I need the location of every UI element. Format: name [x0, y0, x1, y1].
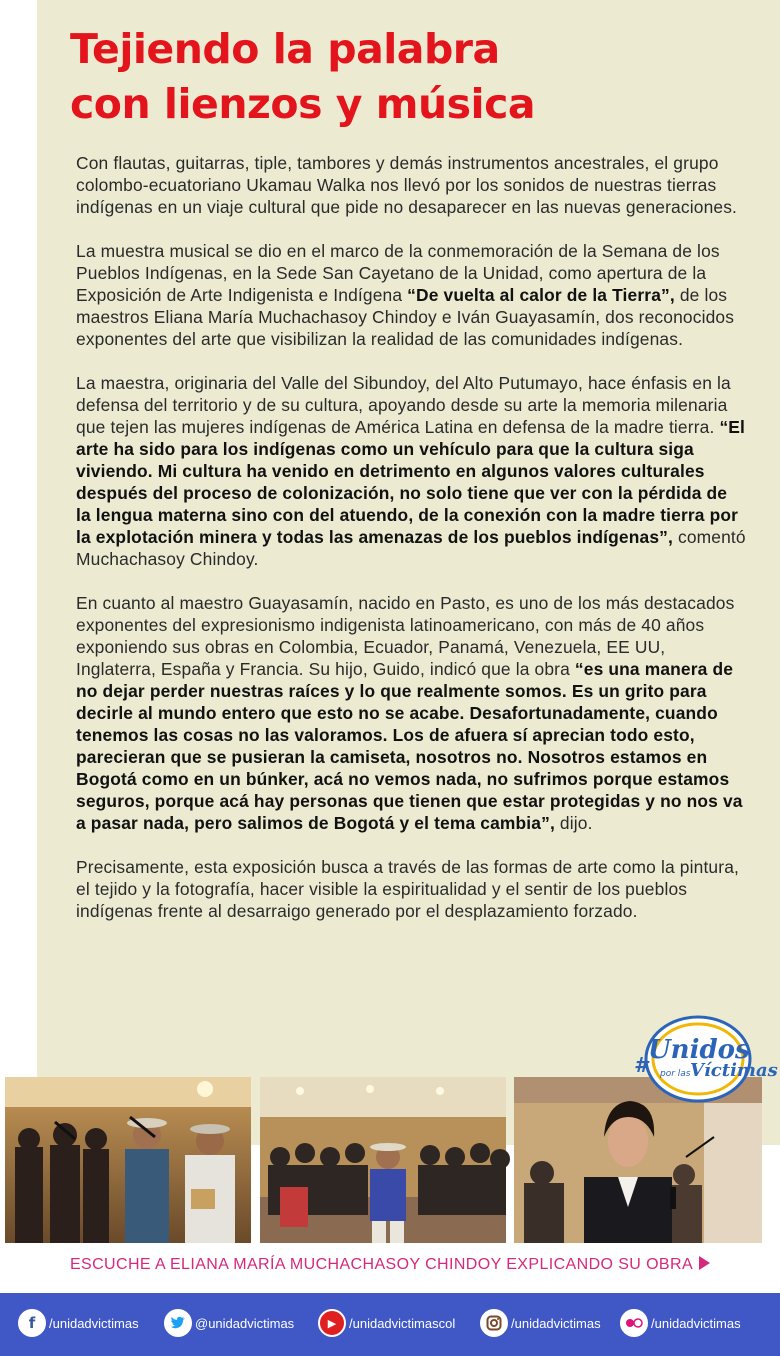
unidos-por-las-victimas-logo [632, 1014, 778, 1104]
paragraph-guayasamin: En cuanto al maestro Guayasamín, nacido en Pasto, es uno de los más destacados exponentes del expresionismo indigenista latinoamericano, con más de 40 años exponiendo sus obras en Colombia, Ecuador, Panamá, Venezuela, EE UU, Inglaterra, España y Francia. Su hijo, Guido, indicó que la obra “es una manera de no dejar perder nuestras raíces y lo que realmente somos. Es un grito para decirle al mundo entero que esto no se acabe. Desafortunadamente, cuando tenemos las cosas no las valoramos. Los de afuera sí aprecian todo esto, parecieran que se pusieran la camiseta, nosotros no. Nosotros estamos en Bogotá como en un búnker, acá no vemos nada, no sufrimos porque estamos seguros, porque acá hay personas que tienen que estar protegidas y no nos va a pasar nada, pero salimos de Bogotá y el tema cambia”, dijo. [76, 593, 743, 833]
article-body [76, 152, 746, 944]
paragraph-exhibition: La muestra musical se dio en el marco de la conmemoración de la Semana de los Pueblos Indígenas, en la Sede San Cayetano de la Unidad, como apertura de la Exposición de Arte Indigenista e Indígena “De vuelta al calor de la Tierra”, de los maestros Eliana María Muchachasoy Chindoy e Iván Guayasamín, dos reconocidos exponentes del arte que visibilizan la realidad de las comunidades indígenas. [76, 241, 735, 349]
paragraph-eliana: La maestra, originaria del Valle del Sibundoy, del Alto Putumayo, hace énfasis en la defensa del territorio y de su cultura, apoyando desde su arte la memoria milenaria que tejen las mujeres indígenas de América Latina en defensa de la madre tierra. “El arte ha sido para los indígenas como un vehículo para que la cultura siga viviendo. Mi cultura ha venido en detrimento en algunos valores culturales después del proceso de colonización, no solo tiene que ver con la pérdida de la lengua materna sino con del atuendo, de la conexión con la madre tierra por la explotación minera y todas las amenazas de los pueblos indígenas”, comentó Muchachasoy Chindoy. [76, 373, 746, 569]
flickr-link[interactable] [620, 1308, 741, 1338]
paragraph-closing: Precisamente, esta exposición busca a través de las formas de arte como la pintura, el tejido y la fotografía, hacer visible la espiritualidad y el sentir de los pueblos indígenas frente al desarraigo generado por el desplazamiento forzado. [76, 857, 739, 921]
paragraph-intro: Con flautas, guitarras, tiple, tambores y demás instrumentos ancestrales, el grupo colombo-ecuatoriano Ukamau Walka nos llevó por los sonidos de nuestras tierras indígenas en un viaje cultural que pide no desaparecer en las nuevas generaciones. [76, 153, 738, 217]
instagram-handle[interactable]: /unidadvictimas [511, 1315, 601, 1331]
flickr-handle[interactable]: /unidadvictimas [651, 1315, 741, 1331]
listen-audio-link[interactable] [0, 1256, 780, 1286]
photo-audience-dance [260, 1077, 506, 1243]
title-line-2: con lienzos y música [70, 80, 536, 128]
svg-text:Unidos: Unidos [648, 1035, 750, 1065]
twitter-icon[interactable] [164, 1309, 192, 1337]
instagram-link[interactable] [480, 1308, 601, 1338]
facebook-icon[interactable]: f [18, 1309, 46, 1337]
quote-eliana: “El arte ha sido para los indígenas como un vehículo para que la cultura siga viviendo. Mi cultura ha venido en detrimento en algunos valores culturales después del proceso de colonización, no solo tiene que ver con la pérdida de la lengua materna sino con del atuendo, de la conexión con la madre tierra por la explotación minera y todas las amenazas de los pueblos indígenas”, [76, 417, 746, 547]
exhibition-title: “De vuelta al calor de la Tierra”, [407, 285, 675, 305]
youtube-icon[interactable]: ▶ [318, 1309, 346, 1337]
page-title [70, 22, 760, 132]
svg-text:por las: por las [660, 1069, 691, 1079]
instagram-icon[interactable] [480, 1309, 508, 1337]
twitter-handle[interactable]: @unidadvictimas [195, 1315, 295, 1331]
play-arrow-icon[interactable] [699, 1256, 710, 1270]
social-footer [0, 1293, 780, 1356]
svg-text:#: # [634, 1053, 648, 1077]
svg-text:Víctimas: Víctimas [690, 1060, 778, 1081]
quote-guido: “es una manera de no dejar perder nuestras raíces y lo que realmente somos. Es un grito para decirle al mundo entero que esto no se acabe. Desafortunadamente, cuando tenemos las cosas no las valoramos. Los de afuera sí aprecian todo esto, parecieran que se pusieran la camiseta, nosotros no. Nosotros estamos en Bogotá como en un búnker, acá no vemos nada, no sufrimos porque estamos seguros, porque acá hay personas que tienen que estar protegidas y no nos va a pasar nada, pero salimos de Bogotá y el tema cambia”, [76, 659, 743, 833]
flickr-icon[interactable] [620, 1309, 648, 1337]
listen-audio-label[interactable]: ESCUCHE A ELIANA MARÍA MUCHACHASOY CHINDOY EXPLICANDO SU OBRA [69, 1256, 694, 1273]
title-line-1: Tejiendo la palabra [70, 25, 500, 73]
facebook-link[interactable] [18, 1308, 139, 1338]
twitter-link[interactable] [164, 1308, 294, 1338]
youtube-handle[interactable]: /unidadvictimascol [349, 1315, 456, 1331]
facebook-handle[interactable]: /unidadvictimas [49, 1315, 139, 1331]
youtube-link[interactable] [318, 1308, 455, 1338]
photo-musicians [5, 1077, 251, 1243]
